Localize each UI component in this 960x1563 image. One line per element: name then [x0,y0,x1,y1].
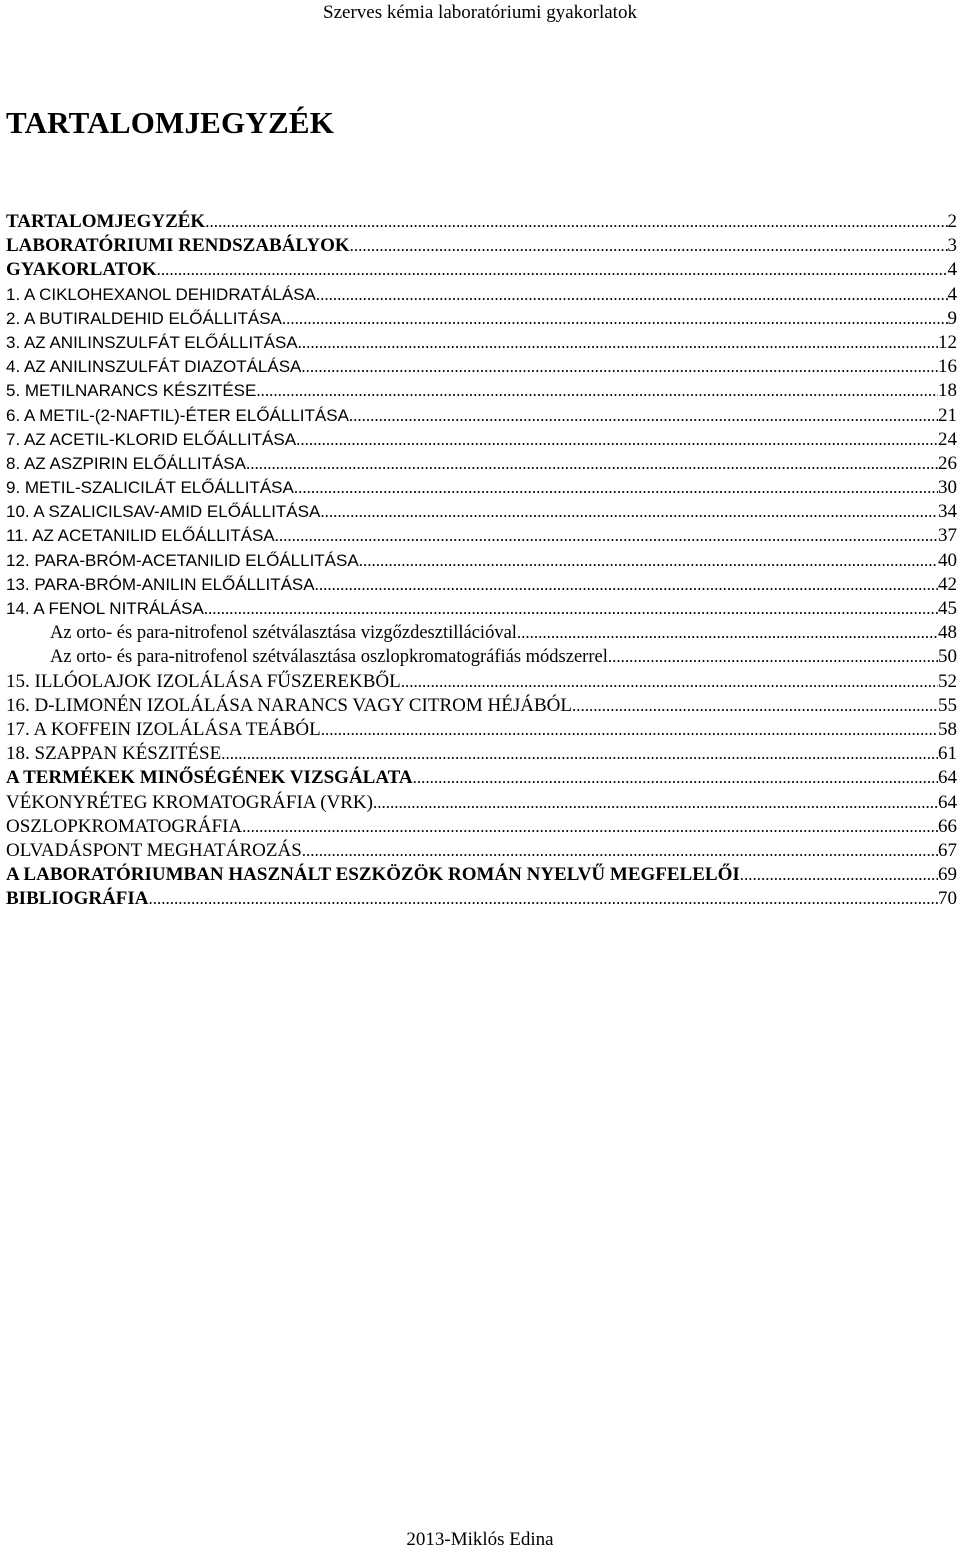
toc-entry[interactable] [6,839,957,863]
toc-entry[interactable] [6,452,957,476]
toc-entry-label: OSZLOPKROMATOGRÁFIA [6,815,243,837]
toc-entry[interactable] [6,500,957,524]
toc-dot-leader [572,694,938,718]
toc-entry[interactable] [6,524,957,548]
toc-entry-page: 4 [947,259,957,281]
toc-entry[interactable] [6,476,957,500]
toc-entry[interactable] [6,379,957,403]
toc-entry-page: 66 [938,815,957,837]
toc-entry-label: 15. ILLÓOLAJOK IZOLÁLÁSA FŰSZEREKBŐL [6,670,401,692]
toc-entry[interactable] [6,307,957,331]
toc-dot-leader [294,476,938,500]
running-header: Szerves kémia laboratóriumi gyakorlatok [323,2,637,23]
toc-dot-leader [221,742,938,766]
toc-entry-label: GYAKORLATOK [6,259,157,281]
toc-entry-page: 34 [938,501,957,523]
toc-entry[interactable] [6,718,957,742]
toc-dot-leader [205,210,947,234]
toc-entry-label: 5. METILNARANCS KÉSZITÉSE [6,381,257,401]
toc-entry-page: 37 [938,525,957,547]
toc-dot-leader [157,258,948,282]
toc-entry-page: 3 [947,235,957,257]
toc-entry-page: 18 [938,380,957,402]
toc-entry-page: 61 [938,743,957,765]
toc-entry[interactable] [6,645,957,669]
toc-entry-page: 26 [938,452,957,474]
page-title: TARTALOMJEGYZÉK [6,105,335,140]
toc-dot-leader [349,404,938,428]
toc-entry-page: 58 [938,718,957,740]
toc-entry-label: 17. A KOFFEIN IZOLÁLÁSA TEÁBÓL [6,718,321,740]
toc-entry-label: 11. AZ ACETANILID ELŐÁLLITÁSA [6,526,275,546]
toc-dot-leader [204,597,938,621]
toc-dot-leader [302,839,938,863]
toc-dot-leader [298,331,938,355]
toc-dot-leader [413,766,938,790]
toc-entry-label: 10. A SZALICILSAV-AMID ELŐÁLLITÁSA [6,502,321,522]
toc-entry-page: 48 [938,622,957,644]
toc-entry[interactable] [6,670,957,694]
toc-entry-label: Az orto- és para-nitrofenol szétválasztása oszlopkromatográfiás módszerrel [50,647,608,668]
toc-entry[interactable] [6,694,957,718]
toc-entry-label: 3. AZ ANILINSZULFÁT ELŐÁLLITÁSA [6,332,298,352]
toc-entry[interactable] [6,404,957,428]
toc-entry[interactable] [6,283,957,307]
toc-entry-label: 8. AZ ASZPIRIN ELŐÁLLITÁSA [6,453,246,473]
toc-entry-page: 67 [938,839,957,861]
toc-entry-page: 69 [938,864,957,886]
toc-entry-page: 45 [938,598,957,619]
toc-entry[interactable] [6,258,957,282]
toc-entry[interactable] [6,815,957,839]
toc-entry-label: BIBLIOGRÁFIA [6,888,149,910]
toc-entry-label: OLVADÁSPONT MEGHATÁROZÁS [6,839,302,861]
toc-dot-leader [256,379,938,403]
toc-entry[interactable] [6,331,957,355]
toc-entry-page: 9 [947,307,957,329]
toc-dot-leader [401,670,938,694]
toc-entry-label: 6. A METIL-(2-NAFTIL)-ÉTER ELŐÁLLITÁSA [6,405,349,425]
toc-entry-page: 40 [938,549,957,571]
toc-entry-page: 52 [938,670,957,692]
toc-dot-leader [315,573,938,597]
toc-entry-label: A LABORATÓRIUMBAN HASZNÁLT ESZKÖZÖK ROMÁN NYELVŰ MEGFELELŐI [6,864,740,886]
toc-entry-page: 70 [938,888,957,910]
toc-entry-page: 24 [938,428,957,450]
toc-entry-label: LABORATÓRIUMI RENDSZABÁLYOK [6,235,350,257]
toc-entry-page: 30 [938,477,957,499]
toc-entry-label: A TERMÉKEK MINŐSÉGÉNEK VIZSGÁLATA [6,767,413,789]
toc-entry-label: VÉKONYRÉTEG KROMATOGRÁFIA (VRK) [6,791,373,813]
toc-entry[interactable] [6,549,957,573]
toc-dot-leader [321,718,938,742]
toc-entry-page: 12 [938,331,957,353]
toc-dot-leader [301,355,938,379]
toc-dot-leader [320,500,938,524]
toc-dot-leader [373,791,938,815]
toc-entry-label: 2. A BUTIRALDEHID ELŐÁLLITÁSA [6,308,282,328]
toc-entry[interactable] [6,428,957,452]
running-footer: 2013-Miklós Edina [406,1529,554,1550]
toc-entry-label: 16. D-LIMONÉN IZOLÁLÁSA NARANCS VAGY CITROM HÉJÁBÓL [6,694,572,716]
table-of-contents [6,210,957,911]
toc-entry-label: 4. AZ ANILINSZULFÁT DIAZOTÁLÁSA [6,357,302,377]
toc-entry-label: 7. AZ ACETIL-KLORID ELŐÁLLITÁSA [6,429,297,449]
toc-dot-leader [149,887,938,911]
toc-entry-label: 9. METIL-SZALICILÁT ELŐÁLLITÁSA [6,478,294,498]
toc-dot-leader [350,234,948,258]
toc-entry-label: 1. A CIKLOHEXANOL DEHIDRATÁLÁSA [6,284,316,304]
toc-entry-label: 12. PARA-BRÓM-ACETANILID ELŐÁLLITÁSA [6,550,359,570]
toc-entry-label: TARTALOMJEGYZÉK [6,211,206,232]
toc-dot-leader [740,863,938,887]
toc-dot-leader [242,815,938,839]
toc-entry-page: 55 [938,694,957,716]
toc-dot-leader [246,452,938,476]
toc-entry-page: 50 [938,646,957,668]
toc-entry-page: 21 [938,404,957,426]
toc-entry-label: Az orto- és para-nitrofenol szétválasztása vizgőzdesztillációval [50,623,517,644]
toc-entry-page: 4 [947,283,957,305]
toc-dot-leader [608,645,938,669]
toc-entry-label: 14. A FENOL NITRÁLÁSA [6,599,204,618]
toc-entry[interactable] [6,621,957,645]
toc-entry[interactable] [6,766,957,790]
toc-dot-leader [296,428,938,452]
toc-entry[interactable] [6,597,957,621]
toc-dot-leader [275,524,938,548]
toc-dot-leader [517,621,938,645]
toc-entry-label: 13. PARA-BRÓM-ANILIN ELŐÁLLITÁSA [6,574,315,594]
toc-entry-page: 64 [938,767,957,789]
toc-entry[interactable] [6,234,957,258]
toc-dot-leader [282,307,948,331]
toc-entry[interactable] [6,742,957,766]
toc-entry-page: 64 [938,791,957,813]
toc-entry-page: 2 [947,211,957,232]
toc-entry-page: 16 [938,356,957,378]
toc-entry[interactable] [6,573,957,597]
toc-entry[interactable] [6,791,957,815]
toc-dot-leader [316,283,948,307]
toc-entry[interactable] [6,863,957,887]
toc-entry[interactable] [6,887,957,911]
toc-entry-label: 18. SZAPPAN KÉSZITÉSE [6,743,222,765]
toc-entry[interactable] [6,210,957,234]
toc-dot-leader [359,549,938,573]
toc-entry-page: 42 [938,573,957,595]
toc-entry[interactable] [6,355,957,379]
